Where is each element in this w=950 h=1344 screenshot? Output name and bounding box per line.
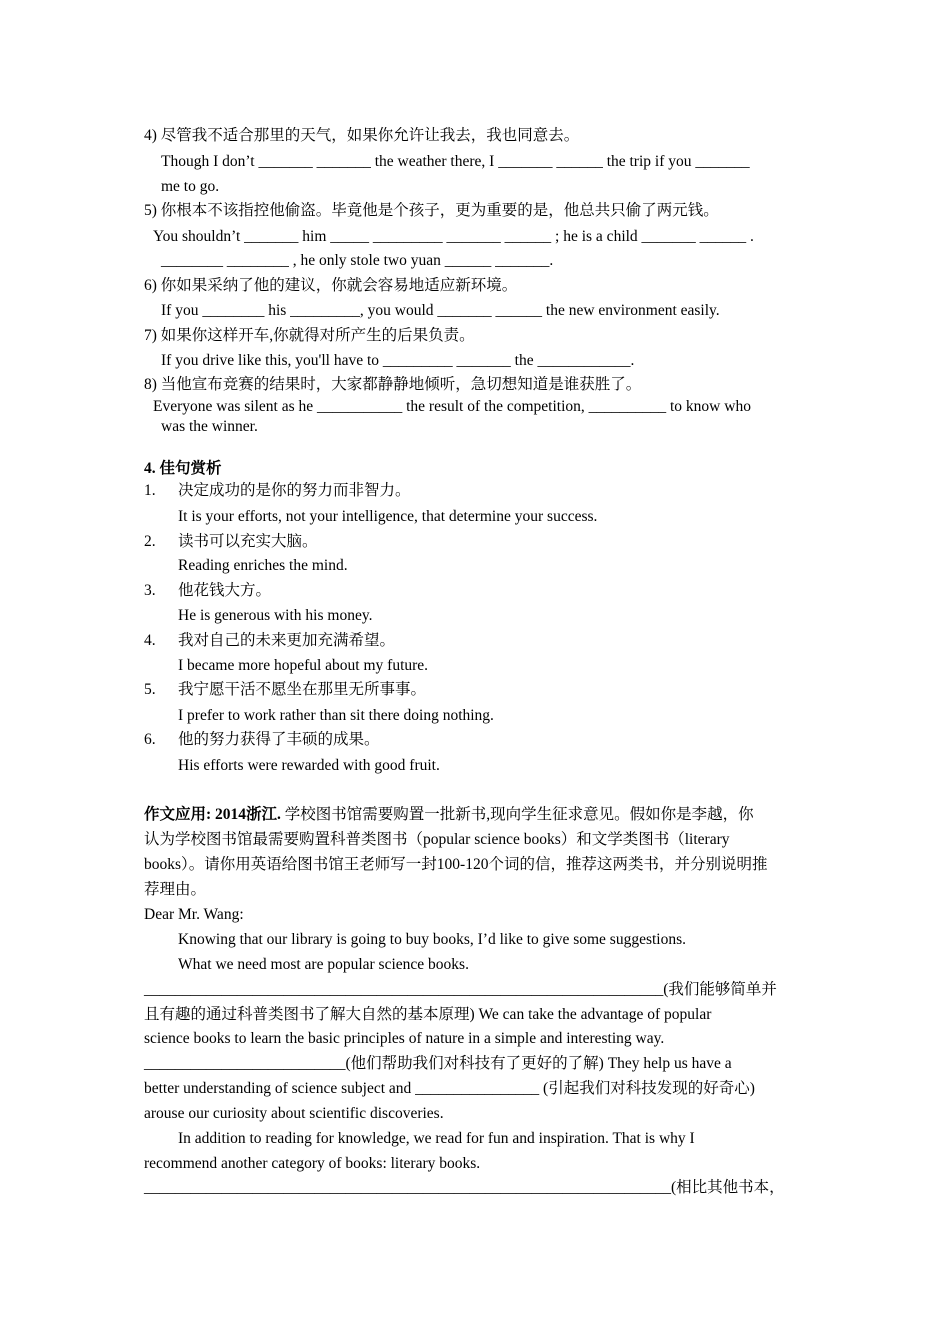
- appreciation-item-6-chinese: 他的努力获得了丰硕的成果。: [178, 731, 380, 748]
- item-5-chinese: 5) 你根本不该指控他偷盗。毕竟他是个孩子，更为重要的是，他总共只偷了两元钱。: [144, 202, 719, 219]
- item-4-chinese: 4) 尽管我不适合那里的天气，如果你允许让我去，我也同意去。: [144, 127, 580, 144]
- appreciation-item-3-number: 3.: [144, 582, 156, 599]
- appreciation-item-4-english: I became more hopeful about my future.: [178, 657, 429, 674]
- letter-body-line-8: arouse our curiosity about scientific discoveries.: [144, 1105, 444, 1122]
- appreciation-item-3-chinese: 他花钱大方。: [178, 582, 272, 599]
- appreciation-item-2-english: Reading enriches the mind.: [178, 557, 348, 574]
- composition-prompt-line-3: books）。请你用英语给图书馆王老师写一封100-120个词的信，推荐这两类书，并分别说明推: [144, 856, 768, 873]
- letter-body-line-4: 且有趣的通过科普类图书了解大自然的基本原理) We can take the advantage of popular: [144, 1006, 712, 1023]
- item-8-english-line-1: Everyone was silent as he ___________ the result of the competition, __________ to know who: [153, 398, 751, 415]
- item-6-chinese: 6) 你如果采纳了他的建议，你就会容易地适应新环境。: [144, 277, 518, 294]
- appreciation-item-5-number: 5.: [144, 681, 156, 698]
- item-7-chinese: 7) 如果你这样开车,你就得对所产生的后果负责。: [144, 327, 475, 344]
- appreciation-item-2-chinese: 读书可以充实大脑。: [178, 533, 318, 550]
- letter-body-line-1: Knowing that our library is going to buy books, I’d like to give some suggestions.: [178, 931, 687, 948]
- appreciation-item-5-english: I prefer to work rather than sit there doing nothing.: [178, 707, 494, 724]
- item-5-english-line-1: You shouldn’t _______ him _____ _________ _______ ______ ; he is a child _______ ______ .: [153, 228, 754, 245]
- appreciation-item-2-number: 2.: [144, 533, 156, 550]
- composition-prompt-line-2: 认为学校图书馆最需要购置科普类图书（popular science books）和文学类图书（literary: [144, 831, 730, 848]
- appreciation-item-1-chinese: 决定成功的是你的努力而非智力。: [178, 482, 411, 499]
- composition-prompt-line-1: [144, 805, 754, 825]
- letter-body-line-6: __________________________(他们帮助我们对科技有了更好的了解) They help us have a: [144, 1055, 732, 1072]
- composition-prompt-line-4: 荐理由。: [144, 881, 207, 898]
- composition-prompt-text-1: 学校图书馆需要购置一批新书,现向学生征求意见。假如你是李越，你: [280, 806, 754, 823]
- item-6-english-line-1: If you ________ his _________, you would _______ ______ the new environment easily.: [161, 302, 720, 319]
- item-5-english-line-2: ________ ________ , he only stole two yuan ______ _______.: [161, 252, 554, 269]
- letter-body-line-11: ____________________________________________________________________(相比其他书本，: [144, 1179, 785, 1196]
- item-7-english-line-1: If you drive like this, you'll have to _________ _______ the ____________.: [161, 352, 635, 369]
- composition-heading: 作文应用: 2014浙江.: [144, 806, 281, 823]
- letter-body-line-5: science books to learn the basic principles of nature in a simple and interesting way.: [144, 1030, 665, 1047]
- item-4-english-line-1: Though I don’t _______ _______ the weather there, I _______ ______ the trip if you _______: [161, 153, 750, 170]
- item-4-english-line-2: me to go.: [161, 178, 220, 195]
- appreciation-item-6-english: His efforts were rewarded with good fruit.: [178, 757, 440, 774]
- letter-body-line-2: What we need most are popular science books.: [178, 956, 469, 973]
- item-8-english-line-2: was the winner.: [161, 418, 258, 435]
- appreciation-item-1-english: It is your efforts, not your intelligence, that determine your success.: [178, 508, 598, 525]
- appreciation-item-5-chinese: 我宁愿干活不愿坐在那里无所事事。: [178, 681, 427, 698]
- appreciation-heading: 4. 佳句赏析: [144, 460, 222, 477]
- appreciation-item-4-number: 4.: [144, 632, 156, 649]
- letter-body-line-10: recommend another category of books: literary books.: [144, 1155, 481, 1172]
- appreciation-item-1-number: 1.: [144, 482, 156, 499]
- appreciation-item-6-number: 6.: [144, 731, 156, 748]
- letter-body-line-7: better understanding of science subject and ________________ (引起我们对科技发现的好奇心): [144, 1080, 755, 1097]
- item-8-chinese: 8) 当他宣布竞赛的结果时，大家都静静地倾听，急切想知道是谁获胜了。: [144, 376, 642, 393]
- appreciation-item-4-chinese: 我对自己的未来更加充满希望。: [178, 632, 396, 649]
- appreciation-item-3-english: He is generous with his money.: [178, 607, 373, 624]
- letter-body-line-3: ___________________________________________________________________(我们能够简单并: [144, 981, 777, 998]
- letter-salutation: Dear Mr. Wang:: [144, 906, 244, 923]
- letter-body-line-9: In addition to reading for knowledge, we read for fun and inspiration. That is why I: [178, 1130, 695, 1147]
